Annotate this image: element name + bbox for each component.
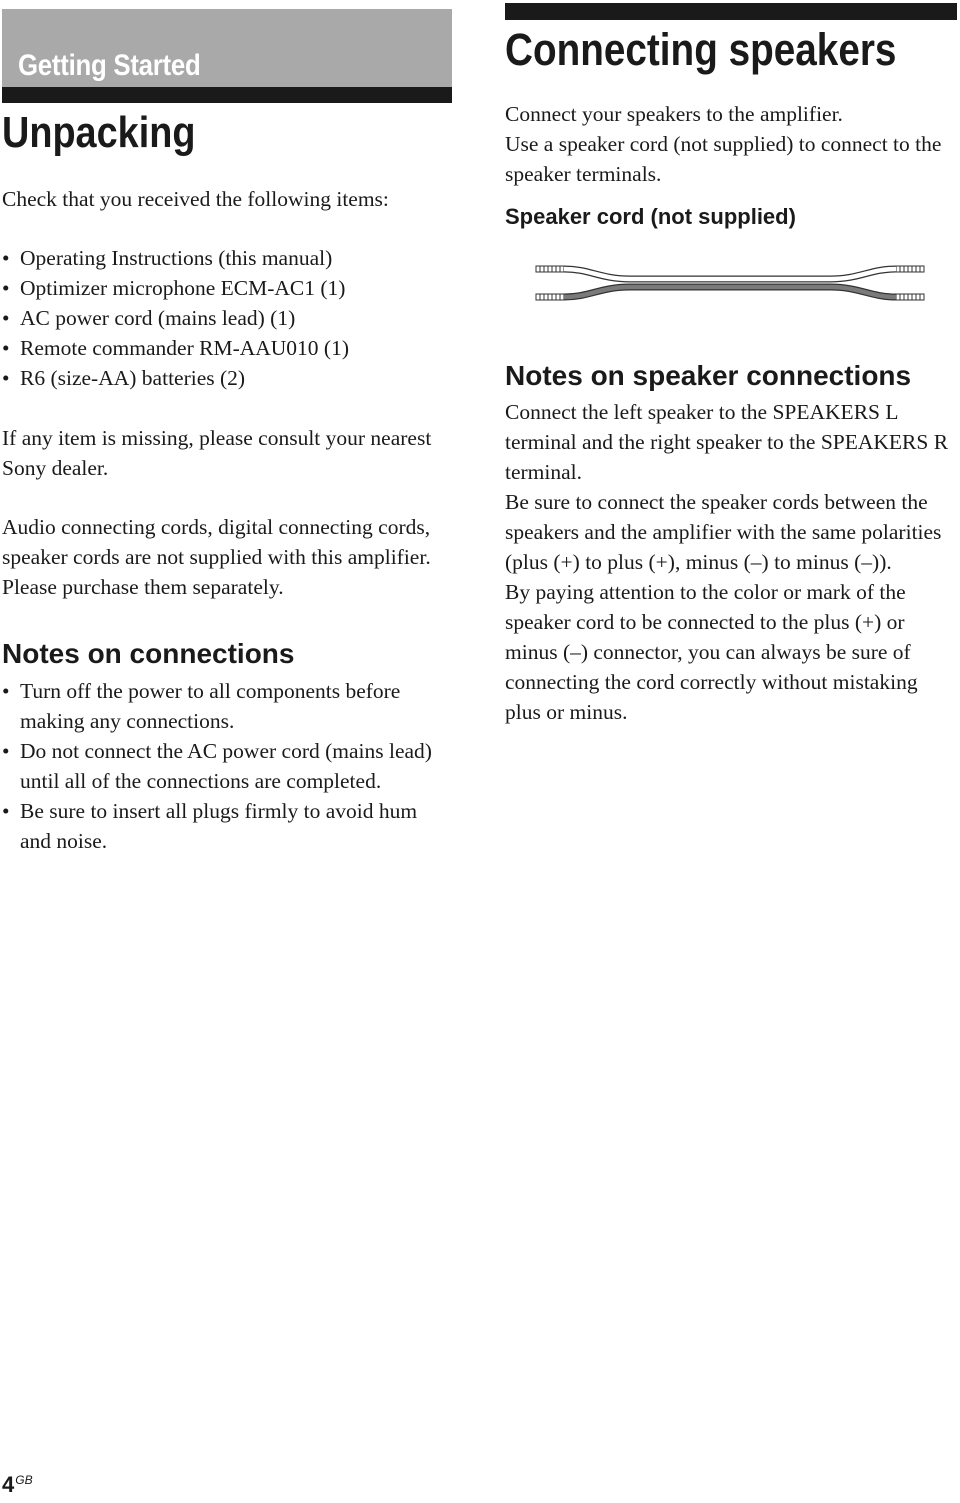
connecting-intro-line-2: Use a speaker cord (not supplied) to connect to the speaker terminals. bbox=[505, 132, 942, 186]
list-item: • AC power cord (mains lead) (1) bbox=[2, 303, 452, 333]
connecting-speakers-heading: Connecting speakers bbox=[505, 24, 897, 75]
speaker-cord-illustration-icon bbox=[530, 258, 930, 308]
speaker-cord-caption: Speaker cord (not supplied) bbox=[505, 204, 796, 229]
speaker-note-terminals: Connect the left speaker to the SPEAKERS L terminal and the right speaker to the SPEAKERS R terminal. bbox=[505, 400, 949, 484]
page-number-value: 4 bbox=[2, 1472, 15, 1497]
speaker-connection-notes bbox=[505, 397, 957, 727]
speaker-note-cord-marking: By paying attention to the color or mark of the speaker cord to be connected to the plus (+) or minus (–) connector, you can always be sure of connecting the cord correctly without mistaking plus or minus. bbox=[505, 580, 918, 724]
list-item: • Optimizer microphone ECM-AC1 (1) bbox=[2, 273, 452, 303]
list-item: • R6 (size-AA) batteries (2) bbox=[2, 363, 452, 393]
list-item: • Operating Instructions (this manual) bbox=[2, 243, 452, 273]
section-divider bbox=[2, 87, 452, 103]
unpacking-intro: Check that you received the following items: bbox=[2, 187, 389, 211]
list-item: • Remote commander RM-AAU010 (1) bbox=[2, 333, 452, 363]
connection-notes-list bbox=[2, 676, 452, 856]
list-item: • Do not connect the AC power cord (mains lead) until all of the connections are completed. bbox=[2, 736, 452, 796]
speaker-note-polarity: Be sure to connect the speaker cords between the speakers and the amplifier with the same polarities (plus (+) to plus (+), minus (–) to minus (–)). bbox=[505, 490, 942, 574]
wire-tip-right-bottom bbox=[896, 294, 924, 300]
connecting-intro-line-1: Connect your speakers to the amplifier. bbox=[505, 102, 843, 126]
unpacking-items-list bbox=[2, 243, 452, 393]
notes-on-connections-heading: Notes on connections bbox=[2, 638, 295, 669]
section-divider-right bbox=[505, 3, 957, 20]
wire-tip-left-top bbox=[536, 266, 564, 272]
page-title: Unpacking bbox=[2, 108, 196, 157]
missing-items-note: If any item is missing, please consult your nearest Sony dealer. bbox=[2, 426, 432, 480]
list-item: • Be sure to insert all plugs firmly to avoid hum and noise. bbox=[2, 796, 452, 856]
wire-tip-left-bottom bbox=[536, 294, 564, 300]
page-number bbox=[2, 1472, 33, 1498]
page-number-suffix: GB bbox=[15, 1472, 33, 1487]
section-tab bbox=[2, 9, 452, 87]
cords-not-supplied-note: Audio connecting cords, digital connecting cords, speaker cords are not supplied with this amplifier. Please purchase them separately. bbox=[2, 515, 431, 599]
connecting-intro bbox=[505, 99, 957, 189]
notes-on-speaker-connections-heading: Notes on speaker connections bbox=[505, 360, 912, 391]
section-tab-label: Getting Started bbox=[18, 49, 201, 82]
wire-tip-right-top bbox=[896, 266, 924, 272]
list-item: • Turn off the power to all components before making any connections. bbox=[2, 676, 452, 736]
